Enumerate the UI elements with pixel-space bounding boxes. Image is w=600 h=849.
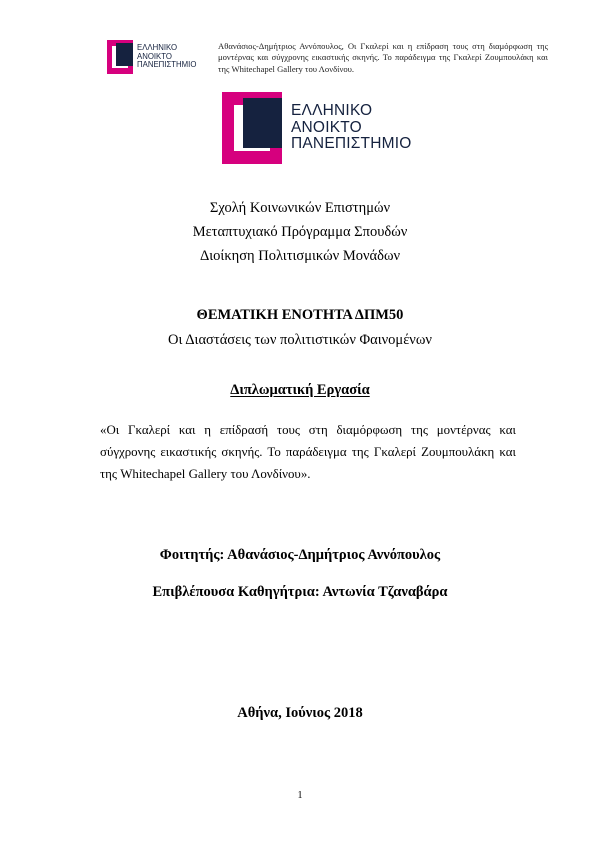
thesis-label: Διπλωματική Εργασία [230,382,370,398]
header-logo-text: ΕΛΛΗΝΙΚΟ ΑΝΟΙΚΤΟ ΠΑΝΕΠΙΣΤΗΜΙΟ [137,43,197,70]
module-title: Οι Διαστάσεις των πολιτιστικών Φαινομένων [168,332,432,348]
header-logo [107,40,196,74]
program-name: Μεταπτυχιακό Πρόγραμμα Σπουδών [192,224,408,240]
university-logo [222,92,411,164]
eap-logo-large-icon [222,92,282,164]
school-name: Σχολή Κοινωνικών Επιστημών [209,200,391,216]
eap-logo-mark-icon [107,40,133,74]
running-header: Αθανάσιος-Δημήτριος Αννόπουλος, Οι Γκαλερί και η επίδραση τους στη διαμόρφωση της μοντέρνας και σύγχρονης εικαστικής σκηνής. Το παράδειγμα της Γκαλερί Ζουμπουλάκη και της Whitechapel Gallery του Λονδίνου. [218,41,548,74]
university-logo-text: ΕΛΛΗΝΙΚΟ ΑΝΟΙΚΤΟ ΠΑΝΕΠΙΣΤΗΜΙΟ [291,101,412,153]
specialization-name: Διοίκηση Πολιτισμικών Μονάδων [199,248,401,264]
page-number: 1 [297,790,303,801]
student-name: Φοιτητής: Αθανάσιος-Δημήτριος Αννόπουλος [159,547,441,563]
supervisor-name: Επιβλέπουσα Καθηγήτρια: Αντωνία Τζαναβάρα [152,584,448,600]
place-date: Αθήνα, Ιούνιος 2018 [237,705,363,721]
thesis-title: «Οι Γκαλερί και η επίδρασή τους στη διαμόρφωση της μοντέρνας και σύγχρονης εικαστικής σκηνής. Το παράδειγμα της Γκαλερί Ζουμπουλάκη και της Whitechapel Gallery του Λονδίνου». [100,423,516,481]
module-code: ΘΕΜΑΤΙΚΗ ΕΝΟΤΗΤΑ ΔΠΜ50 [196,307,404,323]
